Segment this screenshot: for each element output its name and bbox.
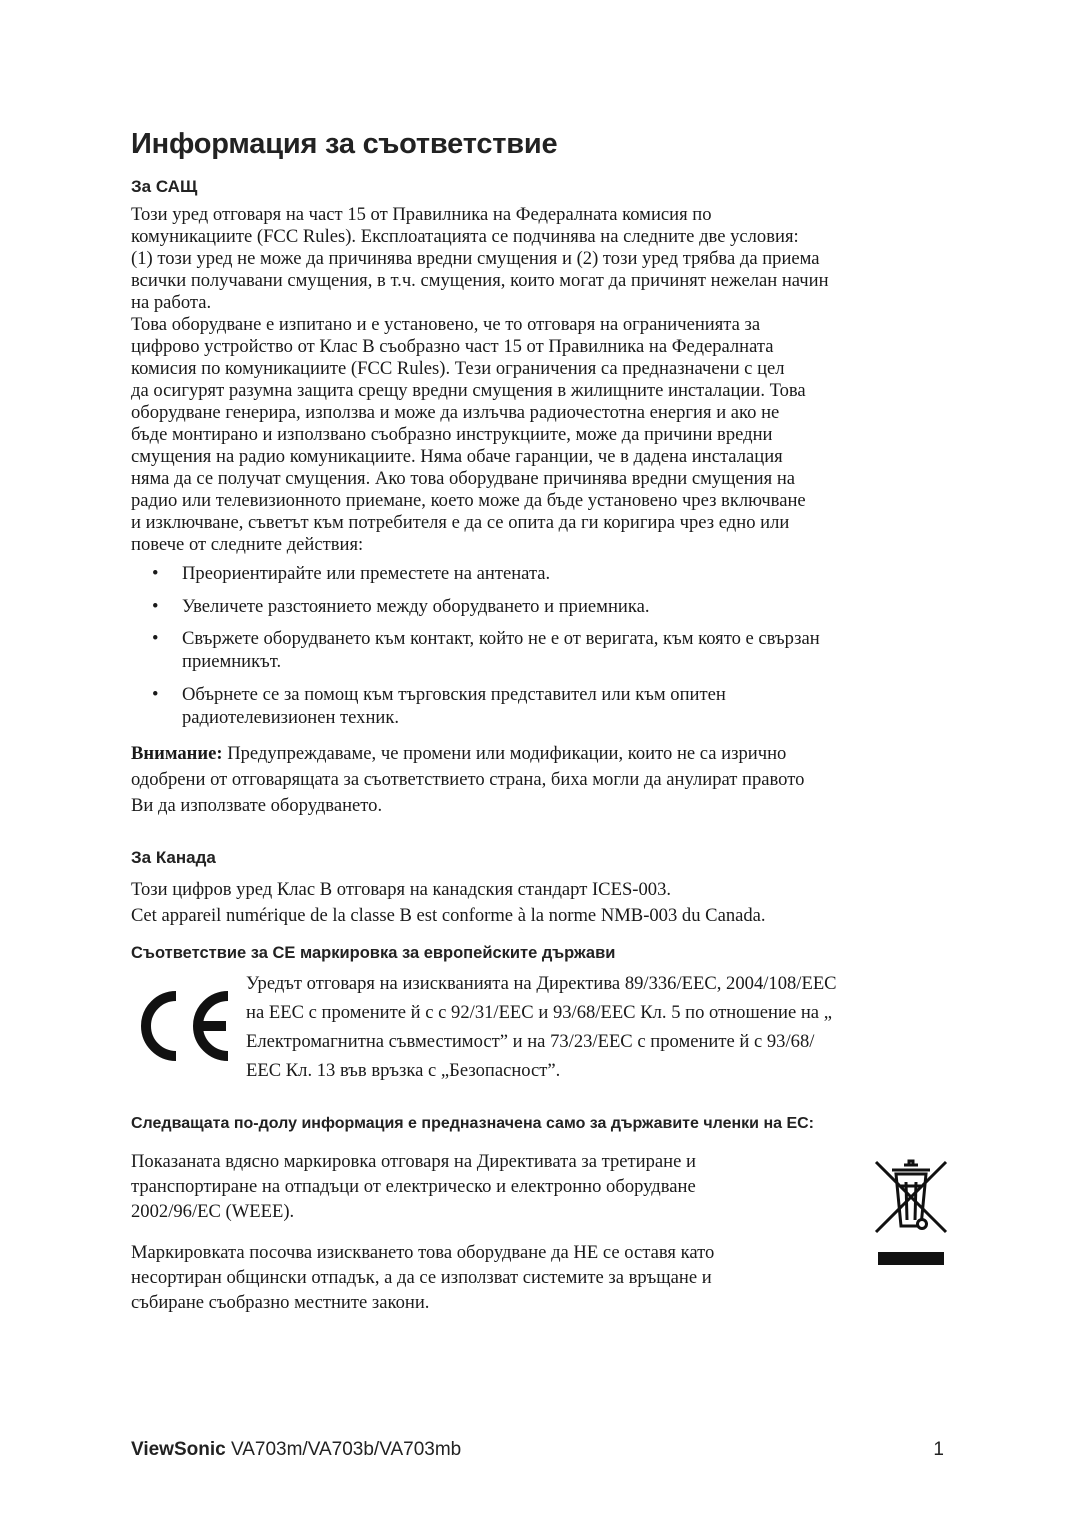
text-line: несортиран общински отпадък, а да се използват системите за връщане и	[131, 1267, 712, 1288]
bullet-item: Свържете оборудването към контакт, който не е от веригата, към която е свързан	[182, 628, 820, 649]
bullet-item: Увеличете разстоянието между оборудването и приемника.	[182, 596, 650, 617]
weee-crossed-bin-icon	[868, 1158, 954, 1270]
text-line: и изключване, съветът към потребителя е да се опита да ги коригира чрез едно или	[131, 512, 790, 533]
text-line: комисия по комуникациите (FCC Rules). Тези ограничения са предназначени с цел	[131, 358, 785, 379]
text-line: Електромагнитна съвместимост” и на 73/23/EEC с промените й с 93/68/	[246, 1031, 815, 1052]
page-title: Информация за съответствие	[131, 128, 558, 160]
text-line: транспортиране на отпадъци от електрическо и електронно оборудване	[131, 1176, 696, 1197]
text-line: няма да се получат смущения. Ако това оборудване причинява вредни смущения на	[131, 468, 796, 489]
text-line: Този уред отговаря на част 15 от Правилника на Федералната комисия по	[131, 204, 712, 225]
text-line: радио или телевизионното приемане, което може да бъде установено чрез включване	[131, 490, 806, 511]
text-line: смущения на радио комуникациите. Няма обаче гаранции, че в дадена инсталация	[131, 446, 783, 467]
text-line: на работа.	[131, 292, 212, 313]
text-line: бъде монтирано и използвано съобразно инструкциите, може да причини вредни	[131, 424, 773, 445]
eu-heading: Следващата по-долу информация е предназначена само за държавите членки на ЕС:	[131, 1115, 814, 1132]
text-line: всички получавани смущения, в т.ч. смущения, които могат да причинят нежелан начин	[131, 270, 829, 291]
text-line: цифрово устройство от Клас B съобразно част 15 от Правилника на Федералната	[131, 336, 774, 357]
text-line: да осигурят разумна защита срещу вредни смущения в жилищните инсталации. Това	[131, 380, 806, 401]
text-line: Този цифров уред Клас B отговаря на канадския стандарт ICES-003.	[131, 879, 672, 900]
text-line: комуникациите (FCC Rules). Експлоатацията се подчинява на следните две условия:	[131, 226, 799, 247]
ce-heading: Съответствие за CE маркировка за европейските държави	[131, 944, 616, 962]
canada-heading: За Канада	[131, 848, 216, 867]
bullet-item-continuation: приемникът.	[182, 651, 282, 672]
ce-mark-icon	[128, 986, 236, 1066]
text-line: EEC Кл. 13 във връзка с „Безопасност”.	[246, 1060, 561, 1081]
text-line: (1) този уред не може да причинява вредни смущения и (2) този уред трябва да приема	[131, 248, 820, 269]
text-line: оборудване генерира, използва и може да излъчва радиочестотна енергия и ако не	[131, 402, 780, 423]
text-line: Показаната вдясно маркировка отговаря на Директивата за третиране и	[131, 1151, 696, 1172]
text-line: 2002/96/EC (WEEE).	[131, 1201, 295, 1222]
warning-label: Внимание:	[131, 743, 223, 764]
brand-name: ViewSonic	[131, 1439, 226, 1460]
bullet-item: Преориентирайте или преместете на антената.	[182, 563, 551, 584]
page-number: 1	[933, 1439, 944, 1460]
bullet-marker: •	[152, 563, 159, 584]
text-line: Уредът отговаря на изискванията на Директива 89/336/EEC, 2004/108/EEC	[246, 973, 837, 994]
text-line: на EEC с промените й с с 92/31/EEC и 93/68/EEC Кл. 5 по отношение на „	[246, 1002, 832, 1023]
warning-text: Предупреждаваме, че промени или модификации, които не са изрично	[222, 743, 787, 764]
footer-brand-line	[131, 1439, 461, 1461]
text-line: Маркировката посочва изискването това оборудване да НЕ се оставя като	[131, 1242, 715, 1263]
warning-line	[131, 743, 786, 765]
text-line: одобрени от отговарящата за съответствието страна, биха могли да анулират правото	[131, 769, 805, 790]
text-line: повече от следните действия:	[131, 534, 364, 555]
text-line: Ви да използвате оборудването.	[131, 795, 383, 816]
text-line: Това оборудване е изпитано и е установено, че то отговаря на ограниченията за	[131, 314, 761, 335]
bullet-marker: •	[152, 628, 159, 649]
bullet-item: Обърнете се за помощ към търговския представител или към опитен	[182, 684, 726, 705]
bullet-marker: •	[152, 684, 159, 705]
text-line: събиране съобразно местните закони.	[131, 1292, 430, 1313]
model-names: VA703m/VA703b/VA703mb	[230, 1439, 462, 1460]
bullet-marker: •	[152, 596, 159, 617]
usa-heading: За САЩ	[131, 177, 198, 196]
bullet-item-continuation: радиотелевизионен техник.	[182, 707, 400, 728]
text-line: Cet appareil numérique de la classe B est conforme à la norme NMB-003 du Canada.	[131, 905, 766, 926]
